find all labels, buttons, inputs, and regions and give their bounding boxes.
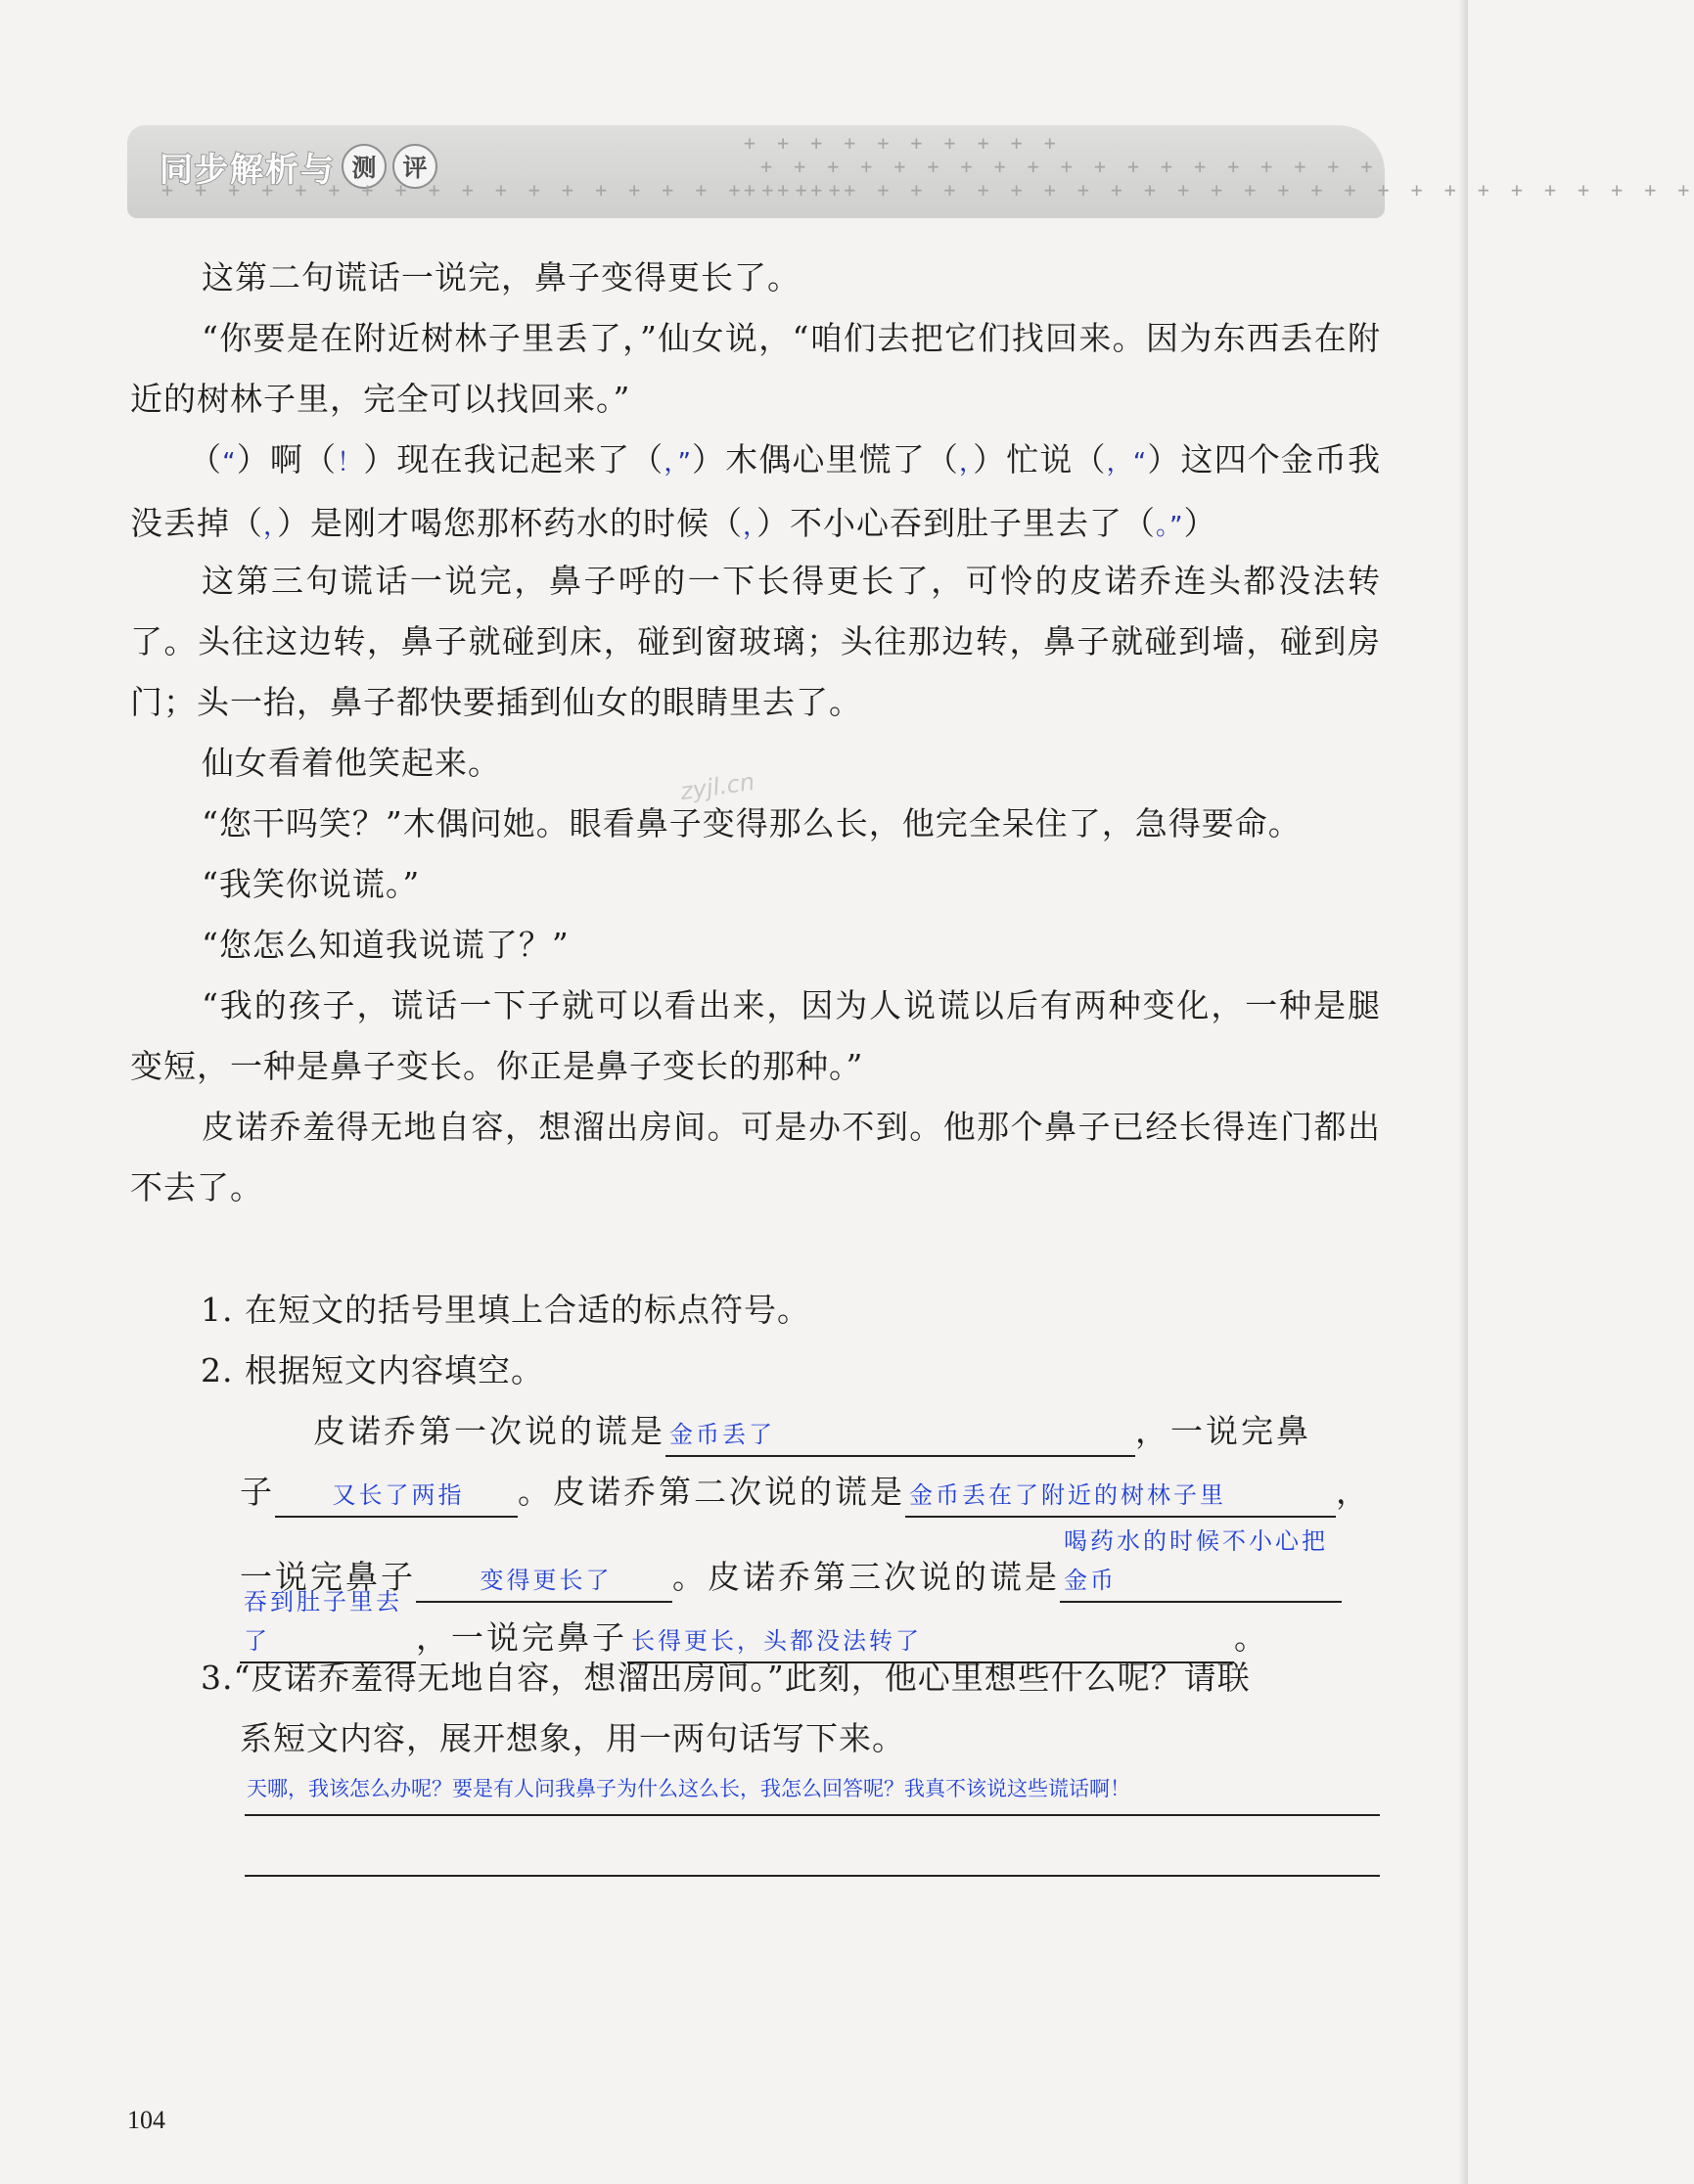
answer-text-1: 金币丢了	[669, 1422, 775, 1448]
answer-blank-3[interactable]	[905, 1473, 1336, 1518]
question-3-line-2: 系短文内容，展开想象，用一两句话写下来。	[240, 1719, 905, 1757]
story-paragraph-1: 这第二句谎话一说完，鼻子变得更长了。	[202, 258, 801, 296]
question-3-line-1: 3.“皮诺乔羞得无地自容，想溜出房间。”此刻，他心里想些什么呢？请联	[201, 1659, 1251, 1697]
answer-text-5b: 吞到肚子里去了	[244, 1589, 402, 1655]
story-paragraph-5: 仙女看着他笑起来。	[202, 744, 501, 782]
header-dot-pattern-left: + + + + + + + + + + + + + + + + + + + + +	[161, 178, 846, 202]
punctuation-answer: 。”	[1156, 512, 1184, 541]
story-paragraph-6: “您干吗笑？”木偶问她。眼看鼻子变得那么长，他完全呆住了，急得要命。	[202, 804, 1302, 842]
punctuation-answer: “	[222, 448, 237, 478]
story-paragraph-10: 皮诺乔羞得无地自容，想溜出房间。可是办不到。他那个鼻子已经长得连门都出不去了。	[130, 1108, 1381, 1206]
answer-writing-line-1[interactable]	[245, 1814, 1380, 1816]
answer-text-5a: 喝药水的时候不小心把金币	[1064, 1528, 1328, 1594]
answer-text-2: 又长了两指	[332, 1482, 465, 1509]
answer-blank-1[interactable]	[665, 1412, 1135, 1457]
story-paragraph-7: “我笑你说谎。”	[202, 865, 421, 903]
punctuation-answer: ，“	[1106, 448, 1148, 478]
punctuation-answer: ，”	[664, 448, 692, 478]
answer-text-q3: 天哪，我该怎么办呢？要是有人问我鼻子为什么这么长，我怎么回答呢？我真不该说这些谎话啊！	[247, 1778, 1130, 1800]
answer-writing-line-2[interactable]	[245, 1875, 1380, 1877]
page-edge-shadow	[1458, 0, 1468, 2184]
punctuation-answer: ！	[337, 448, 364, 478]
header-title-circle-2: 评	[392, 144, 437, 189]
answer-text-3: 金币丢在了附近的树林子里	[909, 1482, 1226, 1509]
answer-text-4: 变得更长了	[480, 1568, 613, 1594]
story-paragraph-2: “你要是在附近树林子里丢了，”仙女说，“咱们去把它们找回来。因为东西丢在附近的树林子里，完全可以找回来。”	[130, 319, 1381, 418]
question-2: 2. 根据短文内容填空。	[201, 1351, 544, 1389]
page-number: 104	[127, 2106, 165, 2134]
header-title-main: 同步解析与	[160, 150, 336, 190]
answer-text-6: 长得更长，头都没法转了	[631, 1628, 922, 1655]
story-paragraph-9: “我的孩子，谎话一下子就可以看出来，因为人说谎以后有两种变化，一种是腿变短，一种是鼻子变长。你正是鼻子变长的那种。”	[130, 986, 1381, 1085]
question-2-line-3: 一说完鼻子 变得更长了 。皮诺乔第三次说的谎是喝药水的时候不小心把金币	[240, 1523, 1342, 1608]
punctuation-answer: ，	[743, 512, 757, 541]
header-title-circle-1: 测	[342, 144, 387, 189]
story-paragraph-8: “您怎么知道我说谎了？”	[202, 926, 570, 964]
watermark: zyjl.cn	[678, 767, 756, 806]
question-1: 1. 在短文的括号里填上合适的标点符号。	[201, 1291, 810, 1329]
answer-blank-2[interactable]	[275, 1473, 518, 1518]
punctuation-answer: ，	[959, 448, 974, 478]
header-dot-pattern: + + + + + + + + + + + + + + + + + + + + + + + + + + + + + + + + + + + + + + + + + + + + + + + + + + + + + + + + + +	[744, 131, 1694, 202]
punctuation-answer: ，	[263, 512, 278, 541]
question-2-line-1: 皮诺乔第一次说的谎是 金币丢了 ，一说完鼻	[313, 1401, 1311, 1462]
question-2-line-2: 子 又长了两指 。皮诺乔第二次说的谎是 金币丢在了附近的树林子里 ，	[240, 1462, 1371, 1523]
story-paragraph-3: （“）啊（！）现在我记起来了（，”）木偶心里慌了（，）忙说（，“）这四个金币我没丢掉（，）是刚才喝您那杯药水的时候（，）不小心吞到肚子里去了（。”）	[130, 440, 1382, 542]
story-paragraph-4: 这第三句谎话一说完，鼻子呼的一下长得更长了，可怜的皮诺乔连头都没法转了。头往这边转，鼻子就碰到床，碰到窗玻璃；头往那边转，鼻子就碰到墙，碰到房门；头一抬，鼻子都快要插到仙女的眼睛里去了。	[130, 562, 1381, 721]
question-2-line-4: 吞到肚子里去了 ，一说完鼻子 长得更长，头都没法转了 。	[240, 1583, 1269, 1668]
